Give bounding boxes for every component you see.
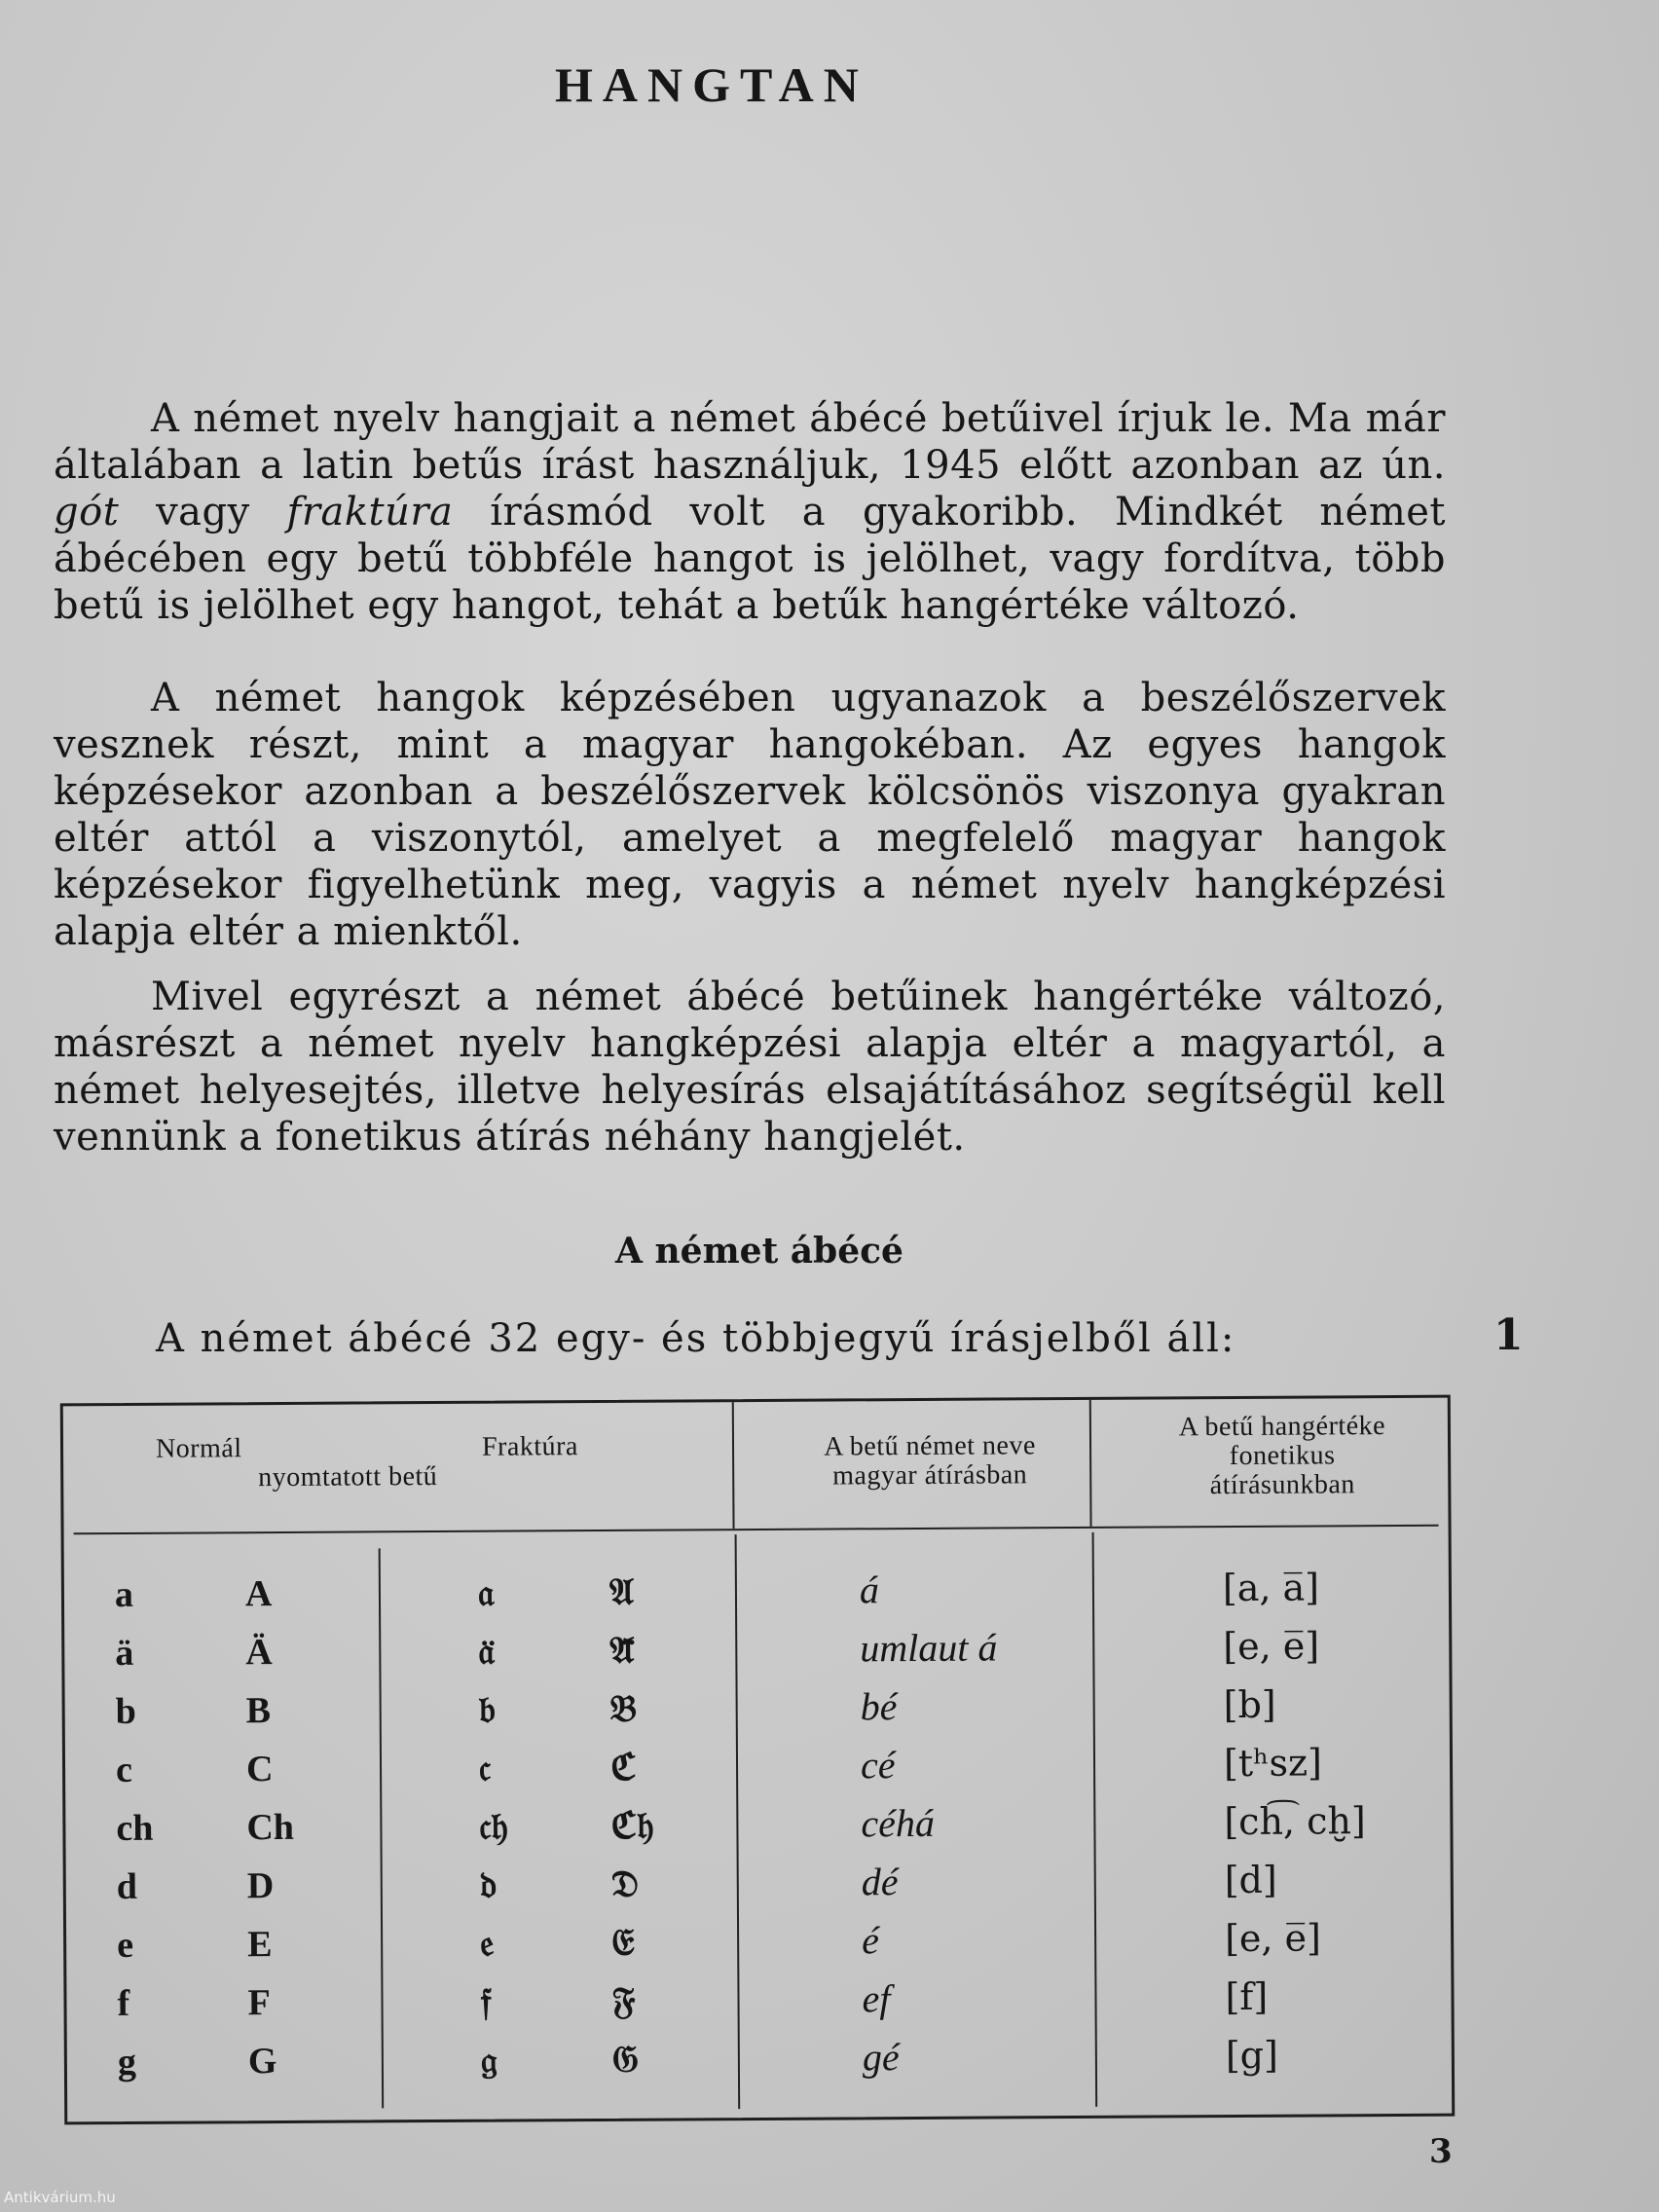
table-row (65, 1680, 1450, 1748)
normal-upper: D (246, 1865, 275, 1907)
paragraph-2-text: A német hangok képzésében ugyanazok a beszélőszervek vesznek részt, mint a magyar hangokéban. Az egyes hangok képzésekor azonban a beszélőszervek kölcsönös viszonya gyakran eltér attól a viszonytól, amelyet a megfelelő magyar hangok képzésekor figyelhetünk meg, vagyis a német nyelv hangképzési alapja eltér a mienktől. (54, 676, 1446, 954)
fraktur-upper: 𝔄̈ (609, 1627, 635, 1672)
sound-value: [e, e̅] (1224, 1916, 1322, 1961)
header-divider-1 (732, 1402, 735, 1529)
fraktur-lower: 𝔟 (478, 1686, 497, 1731)
letter-name: é (861, 1918, 880, 1963)
sound-value: [g] (1225, 2033, 1278, 2078)
fraktur-upper: 𝔈 (611, 1919, 635, 1964)
normal-upper: B (245, 1690, 272, 1732)
paragraph-3 (54, 974, 1446, 1161)
page-number: 3 (1429, 2132, 1453, 2171)
header-printed: nyomtatott betű (258, 1461, 438, 1493)
sound-value: [b] (1223, 1682, 1276, 1727)
header-fraktura: Fraktúra (481, 1431, 578, 1462)
fraktur-lower: 𝔡 (479, 1862, 498, 1906)
paragraph-1-text-2: vagy (119, 490, 287, 535)
normal-upper: F (247, 1982, 271, 2024)
sound-value: [f] (1225, 1974, 1269, 2019)
header-name-line-2: magyar átírásban (832, 1459, 1028, 1492)
normal-upper: Ch (246, 1806, 295, 1849)
fraktur-upper: 𝔉 (611, 1977, 636, 2022)
normal-lower: f (117, 1982, 130, 2025)
header-value-line-1: A betű hangértéke (1178, 1411, 1386, 1443)
normal-lower: g (117, 2041, 137, 2083)
italic-term-got: gót (54, 490, 120, 535)
header-value-line-3: átírásunkban (1209, 1469, 1355, 1501)
normal-upper: Ä (245, 1632, 273, 1674)
normal-upper: G (247, 2041, 277, 2083)
normal-lower: ä (115, 1632, 134, 1675)
table-row (66, 1972, 1451, 2040)
paragraph-1-text: A német nyelv hangjait a német ábécé betűivel írjuk le. Ma már általában a latin betűs írást használjuk, 1945 előtt azonban az ún. (54, 396, 1446, 488)
sound-value: [a, a̅] (1222, 1566, 1320, 1610)
normal-lower: a (114, 1573, 134, 1616)
normal-upper: C (245, 1749, 274, 1790)
fraktur-upper: 𝔄 (608, 1568, 635, 1613)
letter-name: ef (862, 1976, 891, 2021)
letter-name: bé (860, 1684, 898, 1729)
fraktur-lower: 𝔞̈ (478, 1628, 495, 1673)
fraktur-lower: 𝔞 (477, 1569, 495, 1614)
fraktur-upper: ℭ (609, 1744, 637, 1788)
normal-lower: d (116, 1865, 138, 1908)
letter-name: á (859, 1567, 880, 1612)
table-row (66, 1856, 1451, 1923)
paragraph-1 (54, 395, 1446, 629)
normal-lower: c (115, 1749, 133, 1791)
header-normal: Normál (155, 1433, 242, 1464)
table-row (65, 1739, 1450, 1806)
fraktur-lower: 𝔤 (480, 2037, 498, 2082)
table-row (66, 1914, 1451, 1981)
letter-name: gé (862, 2035, 900, 2080)
section-title: A német ábécé (615, 1231, 903, 1272)
paragraph-2 (54, 675, 1446, 955)
fraktur-lower: 𝔠 (478, 1745, 492, 1789)
header-name-line-1: A betű német neve (824, 1430, 1036, 1462)
side-marker: 1 (1493, 1310, 1524, 1360)
fraktur-lower: 𝔠𝔥 (479, 1803, 508, 1848)
header-divider-2 (1089, 1400, 1092, 1527)
header-value (1117, 1412, 1449, 1501)
table-row (64, 1564, 1449, 1631)
alphabet-table (60, 1395, 1455, 2125)
table-row (67, 2031, 1452, 2098)
fraktur-upper: 𝔇 (610, 1861, 640, 1905)
sound-value: [d] (1224, 1858, 1277, 1902)
letter-name: céhá (861, 1800, 936, 1846)
normal-lower: e (117, 1924, 134, 1967)
sound-value: [e, e̅] (1223, 1624, 1320, 1669)
letter-name: dé (861, 1860, 899, 1904)
paragraph-1-text-3: írásmód volt a gyakoribb. Mindkét német ábécében egy betű többféle hangot is jelölhet, vagy fordítva, több betű is jelölhet egy hangot, tehát a betűk hangértéke változó. (54, 490, 1446, 628)
normal-upper: A (244, 1573, 273, 1615)
sound-value: [tʰsz] (1223, 1741, 1323, 1786)
normal-lower: b (115, 1690, 136, 1733)
fraktur-lower: 𝔢 (480, 1920, 495, 1965)
page-title: HANGTAN (555, 57, 868, 112)
letter-name: cé (860, 1743, 896, 1788)
sound-value: [ch͡, cḫ] (1224, 1799, 1366, 1844)
intro-line: A német ábécé 32 egy- és többjegyű írásjelből áll: (156, 1316, 1236, 1361)
header-name (745, 1431, 1115, 1492)
italic-term-fraktura: fraktúra (286, 490, 454, 535)
table-row (65, 1797, 1450, 1864)
fraktur-lower: 𝔣 (480, 1978, 492, 2023)
table-row (64, 1622, 1449, 1689)
fraktur-upper: 𝔅 (609, 1685, 638, 1730)
watermark: Antikvárium.hu (4, 2189, 116, 2206)
header-value-line-2: fonetikus (1229, 1440, 1336, 1472)
letter-name: umlaut á (860, 1625, 998, 1671)
normal-upper: E (247, 1924, 273, 1966)
normal-lower: ch (116, 1807, 154, 1850)
paragraph-3-text: Mivel egyrészt a német ábécé betűinek hangértéke változó, másrészt a német nyelv hangképzési alapja eltér a magyartól, a német helyesejtés, illetve helyesírás elsajátításához segítségül kell vennünk a fonetikus átírás néhány hangjelét. (54, 975, 1446, 1160)
header-rule (74, 1525, 1439, 1535)
fraktur-upper: ℭ𝔥 (610, 1802, 654, 1847)
fraktur-upper: 𝔊 (611, 2036, 640, 2081)
